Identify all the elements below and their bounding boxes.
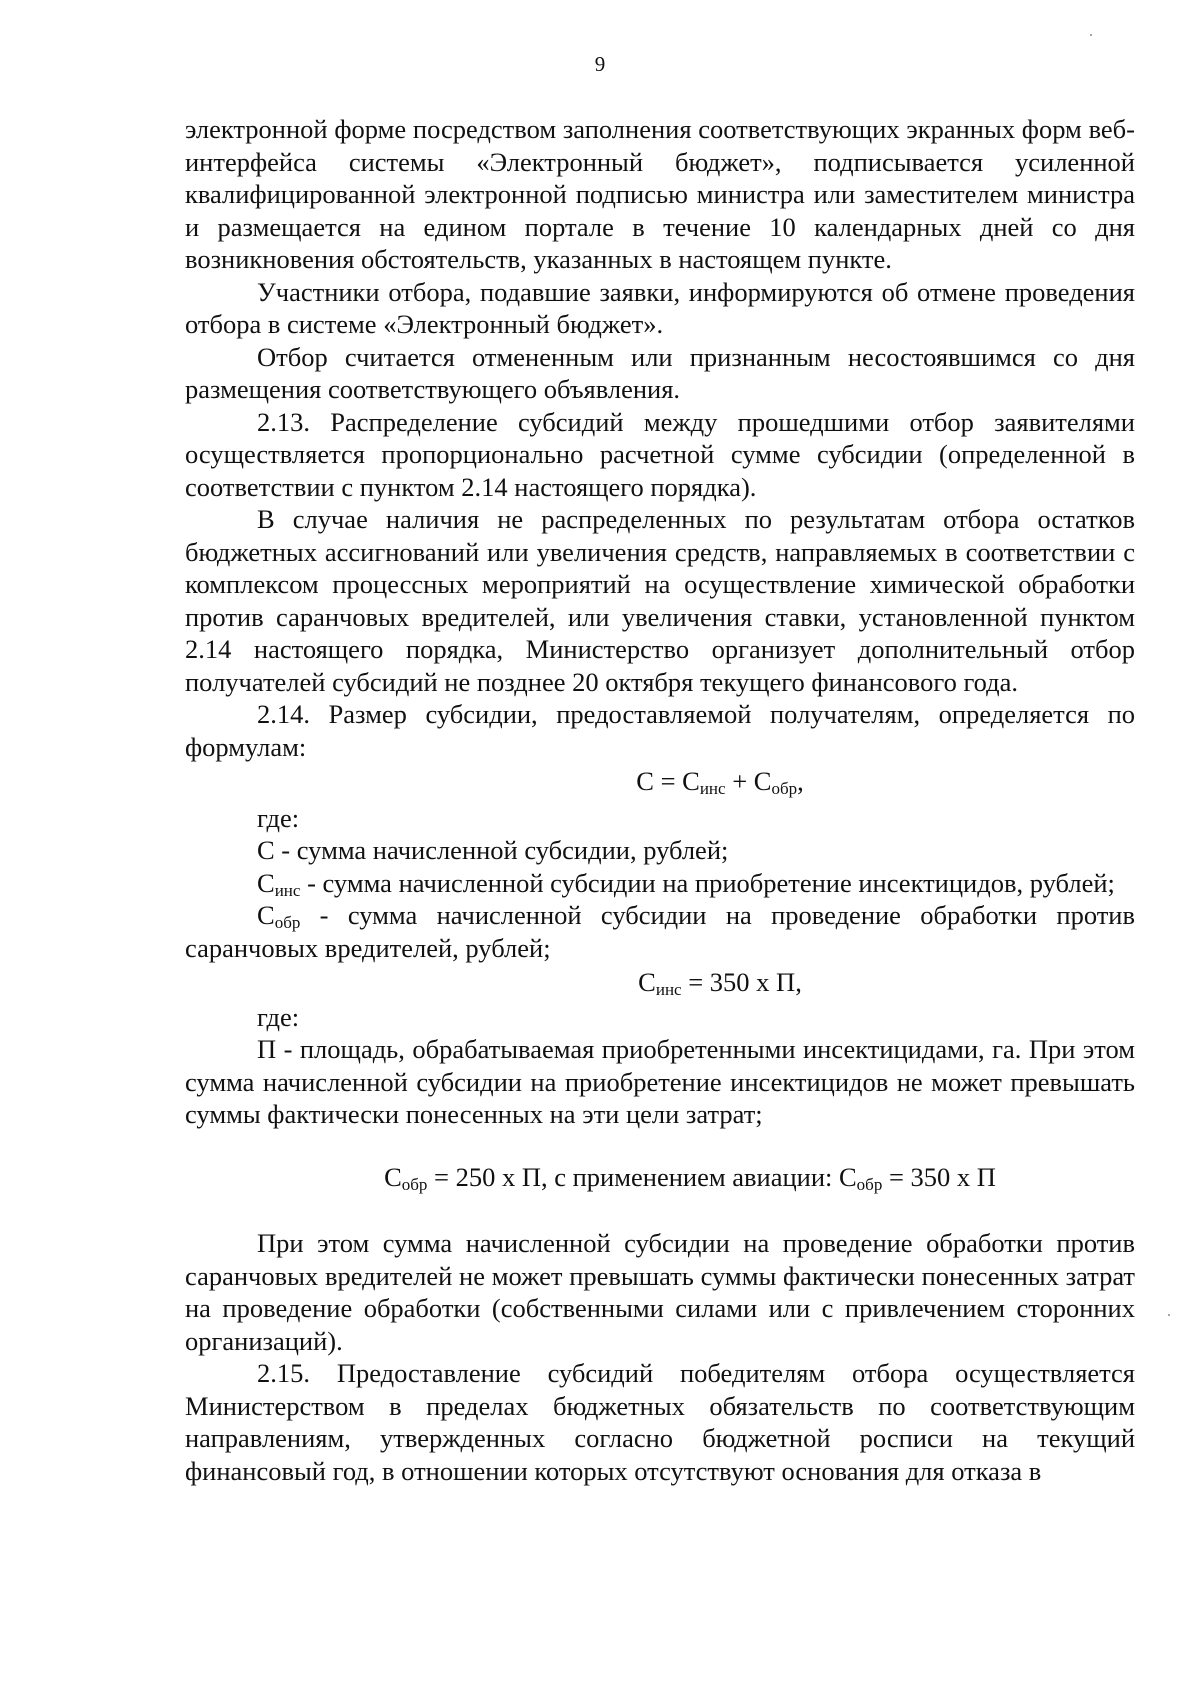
subscript-ins: инс — [655, 980, 682, 999]
symbol-c: С — [838, 1161, 857, 1192]
paragraph-2-14: 2.14. Размер субсидии, предоставляемой получателям, определяется по формулам: — [185, 699, 1135, 762]
definition-text: - сумма начисленной субсидии на приобретение инсектицидов, рублей; — [300, 867, 1115, 898]
definition-c-ins — [185, 867, 1135, 900]
symbol-c: С — [638, 967, 656, 997]
formula-end: , — [797, 766, 804, 796]
operator-eq: = — [653, 766, 683, 796]
symbol-c: С — [682, 766, 700, 796]
subscript-obr: обр — [771, 779, 798, 798]
paragraph-selection-cancelled: Отбор считается отмененным или признанным несостоявшимся со дня размещения соответствующего объявления. — [185, 341, 1135, 404]
where-label: где: — [257, 1001, 300, 1032]
paragraph-additional-selection: В случае наличия не распределенных по результатам отбора остатков бюджетных ассигнований или увеличения средств, направляемых в соответствии с комплексом процессных мероприятий на осуществление химической обработки против саранчовых вредителей, или увеличения ставки, установленной пунктом 2.14 настоящего порядка, Министерство организует дополнительный отбор получателей субсидий не позднее 20 октября текущего финансового года. — [185, 504, 1135, 697]
formula-insecticide-subsidy — [185, 966, 1135, 999]
symbol-c: С — [257, 900, 275, 930]
definition-c-obr — [185, 899, 1135, 964]
where-label: где: — [257, 802, 300, 833]
symbol-c: С — [636, 766, 654, 796]
symbol-c: С — [753, 766, 772, 796]
scan-speck — [1168, 1314, 1170, 1316]
formula-treatment-subsidy — [185, 1161, 1135, 1194]
paragraph-continuation: электронной форме посредством заполнения соответствующих экранных форм веб-интерфейса системы «Электронный бюджет», подписывается усиленной квалифицированной электронной подписью министра или заместителем министра и размещается на едином портале в течение 10 календарных дней со дня возникновения обстоятельств, указанных в настоящем пункте. — [185, 114, 1135, 274]
formula-total-subsidy — [185, 765, 1135, 798]
subscript-ins: инс — [699, 779, 726, 798]
subscript-obr: обр — [401, 1174, 428, 1194]
symbol-c: С — [384, 1161, 402, 1192]
operator-plus: + — [725, 766, 754, 796]
page-number: 9 — [594, 52, 606, 76]
formula-rest: = 350 х П, — [681, 967, 802, 997]
document-body — [185, 113, 1135, 1487]
symbol-c: С — [257, 867, 275, 898]
definition-p: П - площадь, обрабатываемая приобретенными инсектицидами, га. При этом сумма начисленной субсидии на приобретение инсектицидов не может превышать суммы фактически понесенных на эти цели затрат; — [185, 1034, 1135, 1129]
scan-speck — [1090, 34, 1092, 36]
subscript-obr: обр — [856, 1174, 883, 1194]
definition-text: - сумма начисленной субсидии на проведение обработки против саранчовых вредителей, рублей; — [185, 900, 1135, 963]
subscript-obr: обр — [274, 913, 301, 932]
definition-c: С - сумма начисленной субсидии, рублей; — [257, 835, 729, 865]
paragraph-treatment-limit: При этом сумма начисленной субсидии на проведение обработки против саранчовых вредителей не может превышать суммы фактически понесенных затрат на проведение обработки (собственными силами или с привлечением сторонних организаций). — [185, 1228, 1135, 1356]
formula-end: = 350 х П — [882, 1161, 996, 1192]
paragraph-participants-notice: Участники отбора, подавшие заявки, информируются об отмене проведения отбора в системе «Электронный бюджет». — [185, 276, 1135, 339]
subscript-ins: инс — [274, 880, 301, 900]
formula-middle: = 250 х П, с применением авиации: — [427, 1161, 839, 1192]
paragraph-2-13: 2.13. Распределение субсидий между прошедшими отбор заявителями осуществляется пропорционально расчетной сумме субсидии (определенной в соответствии с пунктом 2.14 настоящего порядка). — [185, 406, 1135, 502]
paragraph-2-15: 2.15. Предоставление субсидий победителям отбора осуществляется Министерством в пределах бюджетных обязательств по соответствующим направлениям, утвержденных согласно бюджетной росписи на текущий финансовый год, в отношении которых отсутствуют основания для отказа в — [185, 1358, 1135, 1486]
